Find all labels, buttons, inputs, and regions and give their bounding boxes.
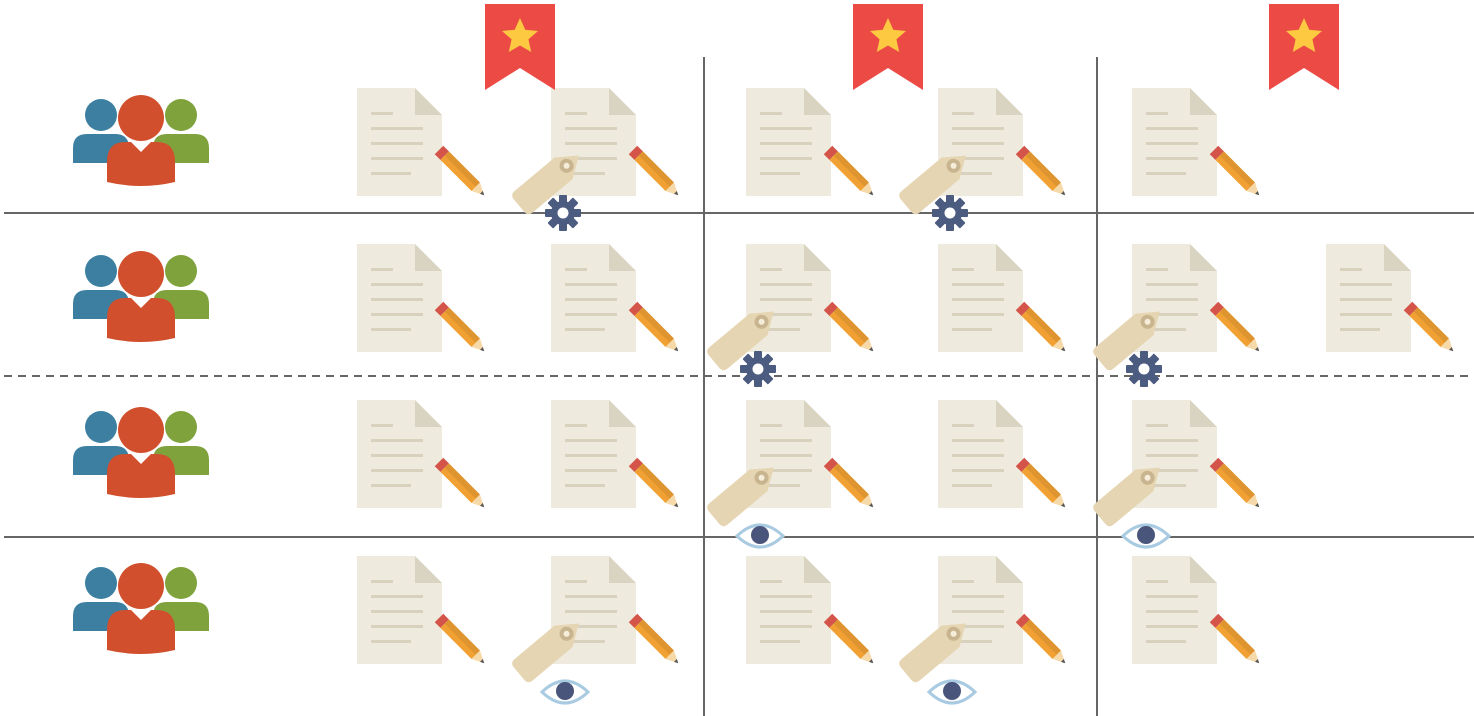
user-groups — [73, 95, 209, 654]
document-edit-icon — [1326, 244, 1457, 355]
star-bookmark-icon — [1269, 4, 1339, 90]
document-edit-icon — [746, 244, 877, 355]
document-edit-icon — [357, 400, 488, 511]
document-edit-icon — [746, 88, 877, 199]
document-edit-icon — [551, 88, 682, 199]
document-edit-icon — [1132, 88, 1263, 199]
document-edit-icon — [938, 556, 1069, 667]
document-edit-icon — [1132, 556, 1263, 667]
column-bookmarks — [485, 4, 1339, 90]
user-group-icon — [73, 251, 209, 342]
eye-icon — [542, 681, 588, 703]
document-edit-icon — [1132, 244, 1263, 355]
document-edit-icon — [746, 400, 877, 511]
gear-icon — [1126, 351, 1162, 387]
eye-icon — [1123, 525, 1169, 547]
user-group-icon — [73, 563, 209, 654]
document-edit-icon — [1132, 400, 1263, 511]
gear-icon — [740, 351, 776, 387]
user-group-icon — [73, 95, 209, 186]
grid-lines — [4, 57, 1474, 716]
documents — [357, 88, 1457, 667]
star-bookmark-icon — [485, 4, 555, 90]
document-edit-icon — [938, 400, 1069, 511]
document-edit-icon — [357, 88, 488, 199]
gear-icon — [545, 195, 581, 231]
document-edit-icon — [746, 556, 877, 667]
document-edit-icon — [938, 88, 1069, 199]
document-edit-icon — [938, 244, 1069, 355]
document-edit-icon — [551, 244, 682, 355]
document-edit-icon — [551, 556, 682, 667]
document-edit-icon — [357, 244, 488, 355]
gear-icon — [932, 195, 968, 231]
document-edit-icon — [551, 400, 682, 511]
document-edit-icon — [357, 556, 488, 667]
star-bookmark-icon — [853, 4, 923, 90]
user-group-icon — [73, 407, 209, 498]
eye-icon — [929, 681, 975, 703]
eye-icon — [737, 525, 783, 547]
